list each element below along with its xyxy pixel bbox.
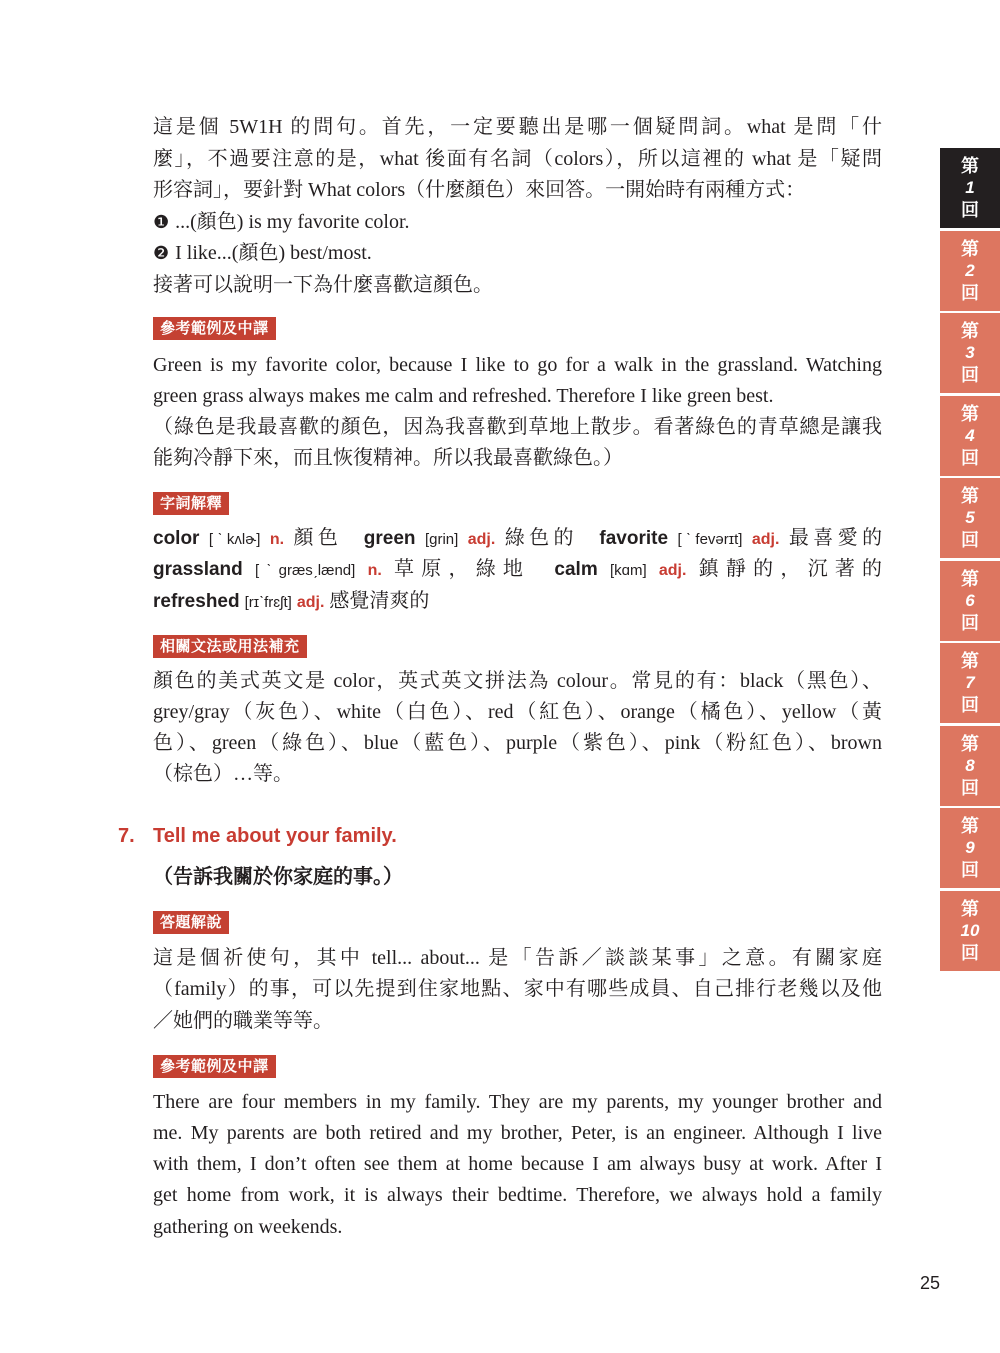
- chapter-tab-9: [940, 808, 1000, 888]
- chapter-tab-number: 8: [965, 755, 975, 775]
- vocab-part-of-speech: n.: [269, 530, 285, 548]
- vocab-word: refreshed: [153, 590, 240, 612]
- explanation-line: ／她們的職業等等。: [153, 1009, 333, 1032]
- chapter-tab-7: [940, 643, 1000, 723]
- option-text: ...(顏色) is my favorite color.: [175, 210, 410, 233]
- vocab-meaning: 顏色: [293, 526, 343, 549]
- vocab-meaning: 鎮靜的，沉著的: [698, 558, 883, 580]
- chapter-tab-4: [940, 396, 1000, 476]
- explanation-line: 這是個祈使句，其中 tell... about... 是「告訴／談談某事」之意。有關家庭: [153, 946, 882, 969]
- vocab-phonetic: [rɪˋfrɛʃt]: [244, 593, 292, 611]
- answer-option: [153, 238, 882, 270]
- vocab-part-of-speech: adj.: [658, 562, 687, 579]
- vocab-entry: [364, 527, 588, 549]
- option-marker: ❷: [153, 243, 170, 264]
- chapter-tab-suffix: 回: [961, 860, 979, 881]
- chapter-tab-prefix: 第: [961, 733, 979, 754]
- vocab-line: [153, 523, 882, 555]
- vocab-entry: [153, 590, 429, 612]
- vocab-entry: [153, 527, 352, 549]
- chapter-tab-suffix: 回: [961, 282, 979, 303]
- vocab-phonetic: [grin]: [424, 530, 459, 548]
- chapter-tab-prefix: 第: [961, 816, 979, 837]
- chapter-tab-suffix: 回: [961, 942, 979, 963]
- sample-english-line: gathering on weekends.: [153, 1215, 343, 1238]
- chapter-tab-5: [940, 478, 1000, 558]
- chapter-tab-suffix: 回: [961, 200, 979, 221]
- chapter-tab-number: 4: [965, 425, 975, 445]
- chapter-tab-prefix: 第: [961, 403, 979, 424]
- grammar-notes: [153, 666, 882, 791]
- sample-english-line: get home from work, it is always their bedtime. Therefore, we always hold a family: [153, 1184, 882, 1207]
- chapter-tab-prefix: 第: [961, 486, 979, 507]
- vocab-word: calm: [554, 559, 598, 580]
- grammar-line: grey/gray（灰色）、white（白色）、red（紅色）、orange（橘色）、yellow（黃: [153, 700, 882, 723]
- vocab-word: grassland: [153, 559, 243, 580]
- grammar-line: 顏色的美式英文是 color，英式英文拼法為 colour。常見的有：black（黑色）、: [153, 669, 882, 692]
- page-number: 25: [919, 1273, 941, 1293]
- vocab-entry: [153, 558, 542, 580]
- explanation-line: 這是個 5W1H 的問句。首先，一定要聽出是哪一個疑問詞。what 是問「什: [153, 116, 882, 138]
- chapter-tab-suffix: 回: [961, 695, 979, 716]
- chapter-tab-2: [940, 231, 1000, 311]
- explanation-line: 形容詞」，要針對 What colors（什麼顏色）來回答。一開始時有兩種方式：: [153, 179, 806, 201]
- explanation-closing: 接著可以說明一下為什麼喜歡這顏色。: [153, 273, 493, 296]
- chapter-tab-1: [940, 148, 1000, 228]
- sample-english-line: There are four members in my family. They are my parents, my younger brother and: [153, 1090, 882, 1113]
- chapter-tab-3: [940, 313, 1000, 393]
- chapter-tab-prefix: 第: [961, 568, 979, 589]
- vocab-meaning: 草原，綠地: [394, 558, 531, 580]
- chapter-tab-6: [940, 561, 1000, 641]
- chapter-tab-prefix: 第: [961, 898, 979, 919]
- chapter-tab-number: 7: [965, 673, 975, 693]
- section-label-grammar: 相關文法或用法補充: [153, 635, 307, 658]
- chapter-tab-suffix: 回: [961, 530, 979, 551]
- vocab-meaning: 感覺清爽的: [329, 589, 430, 612]
- sample-chinese-line: 能夠冷靜下來，而且恢復精神。所以我最喜歡綠色。）: [153, 446, 623, 469]
- section-label-vocabulary: 字詞解釋: [153, 492, 229, 515]
- question-heading: [118, 820, 397, 852]
- vocab-phonetic: [ˋkʌlɚ]: [208, 530, 261, 548]
- sample-english-line: with them, I don’t often see them at home because I am always busy at work. After I: [153, 1153, 882, 1176]
- vocab-phonetic: [ˋgræsˏlænd]: [255, 562, 356, 579]
- section-label-explanation: 答題解說: [153, 911, 229, 934]
- vocab-line: [153, 554, 882, 586]
- chapter-tab-number: 3: [965, 343, 975, 363]
- answer-explanation: [153, 112, 882, 301]
- option-text: I like...(顏色) best/most.: [175, 242, 372, 264]
- question-text: Tell me about your family.: [153, 825, 397, 847]
- vocab-entry: [554, 558, 882, 580]
- chapter-tab-prefix: 第: [961, 156, 979, 177]
- sample-answer: [153, 350, 882, 474]
- sample-english-line: green grass always makes me calm and refreshed. Therefore I like green best.: [153, 384, 774, 407]
- section-label-sample: 參考範例及中譯: [153, 317, 276, 340]
- vocab-word: favorite: [599, 527, 669, 549]
- vocab-phonetic: [kɑm]: [609, 562, 647, 579]
- option-marker: ❶: [153, 211, 170, 233]
- chapter-tab-number: 2: [965, 260, 975, 280]
- chapter-tab-number: 6: [965, 590, 975, 610]
- chapter-tab-10: [940, 891, 1000, 971]
- sample-chinese-line: （綠色是我最喜歡的顏色，因為我喜歡到草地上散步。看著綠色的青草總是讓我: [153, 415, 882, 438]
- explanation-line: （family）的事，可以先提到住家地點、家中有哪些成員、自己排行老幾以及他: [153, 978, 882, 1000]
- chapter-tab-prefix: 第: [961, 651, 979, 672]
- sample-english-line: me. My parents are both retired and my brother, Peter, is an engineer. Although I live: [153, 1121, 882, 1144]
- vocab-word: color: [153, 527, 200, 549]
- chapter-tab-prefix: 第: [961, 321, 979, 342]
- chapter-tab-suffix: 回: [961, 447, 979, 468]
- chapter-tab-suffix: 回: [961, 777, 979, 798]
- chapter-tab-number: 9: [965, 838, 975, 858]
- chapter-tabs: [940, 148, 1000, 971]
- vocab-part-of-speech: adj.: [751, 530, 780, 548]
- sample-english-line: Green is my favorite color, because I like to go for a walk in the grassland. Watching: [153, 353, 882, 376]
- vocab-phonetic: [ˋfevərɪt]: [677, 530, 743, 548]
- vocab-line: [153, 586, 882, 618]
- explanation-line: 麼」，不過要注意的是，what 後面有名詞（colors），所以這裡的 what 是「疑問: [153, 147, 882, 170]
- grammar-line: 色）、green（綠色）、blue（藍色）、purple（紫色）、pink（粉紅色）、brown: [153, 732, 882, 755]
- answer-option: [153, 207, 882, 239]
- section-label-sample: 參考範例及中譯: [153, 1055, 276, 1078]
- chapter-tab-8: [940, 726, 1000, 806]
- question-translation: （告訴我關於你家庭的事。）: [153, 866, 403, 888]
- vocab-part-of-speech: n.: [367, 562, 382, 579]
- vocab-entry: [599, 527, 882, 549]
- vocab-meaning: 最喜愛的: [788, 526, 883, 549]
- vocab-part-of-speech: adj.: [296, 593, 325, 611]
- vocab-part-of-speech: adj.: [467, 530, 496, 548]
- chapter-tab-number: 5: [965, 508, 975, 528]
- chapter-tab-number: 10: [960, 920, 980, 940]
- question-number: 7.: [118, 825, 135, 847]
- chapter-tab-prefix: 第: [961, 238, 979, 259]
- chapter-tab-suffix: 回: [961, 612, 979, 633]
- chapter-tab-number: 1: [965, 178, 975, 198]
- grammar-line: （棕色）…等。: [153, 763, 293, 786]
- vocab-word: green: [363, 527, 416, 549]
- answer-explanation: [153, 943, 882, 1038]
- vocabulary-list: [153, 523, 882, 618]
- vocab-meaning: 綠色的: [504, 526, 578, 549]
- sample-answer: [153, 1087, 882, 1243]
- chapter-tab-suffix: 回: [961, 365, 979, 386]
